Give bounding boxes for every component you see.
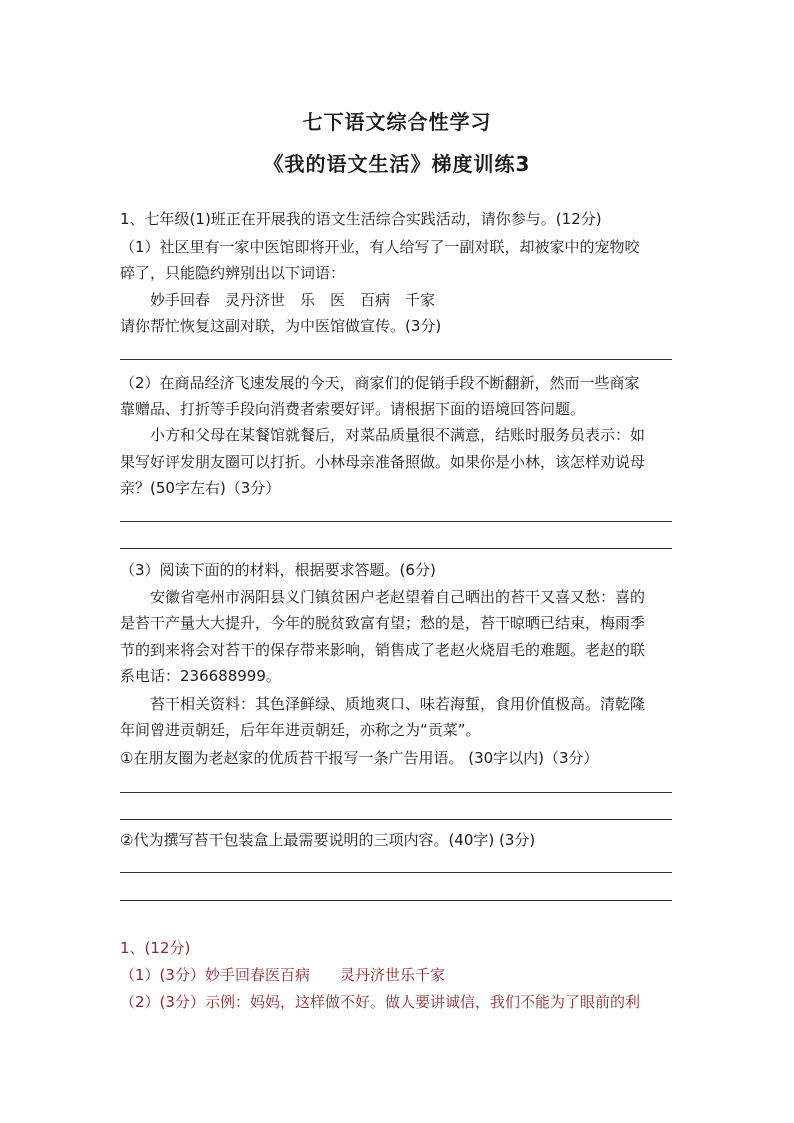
q1-2-line: 亲？(50字左右)（3分） <box>120 479 281 497</box>
answer-line <box>120 792 672 793</box>
q1-2-line: 小方和父母在某餐馆就餐后，对菜品质量很不满意，结账时服务员表示：如 <box>150 426 646 444</box>
q1-3-line: 年间曾进贡朝廷，后年年进贡朝廷，亦称之为“贡菜”。 <box>120 721 481 739</box>
answer-line <box>120 521 672 522</box>
answer-line <box>120 548 672 549</box>
q1-1-words: 妙手回春 灵丹济世 乐 医 百病 千家 <box>150 291 436 309</box>
answer-line <box>120 359 672 360</box>
q1-3-sub2: ②代为撰写苔干包装盒上最需要说明的三项内容。(40字) (3分) <box>120 831 536 849</box>
answer-line <box>120 819 672 820</box>
answer-2: （2）(3分）示例：妈妈，这样做不好。做人要讲诚信，我们不能为了眼前的利 <box>120 993 640 1011</box>
q1-3-line: 安徽省亳州市涡阳县义门镇贫困户老赵望着自己晒出的苔干又喜又愁：喜的 <box>150 588 646 606</box>
q1-3-line: 节的到来将会对苔干的保存带来影响，销售成了老赵火烧眉毛的难题。老赵的联 <box>120 641 646 659</box>
q1-1-line: 碎了，只能隐约辨别出以下词语： <box>120 264 346 282</box>
q1-3-line: 是苔干产量大大提升，今年的脱贫致富有望；愁的是，苔干晾晒已结束，梅雨季 <box>120 614 646 632</box>
answer-line <box>120 872 672 873</box>
q1-1-line: （1）社区里有一家中医馆即将开业，有人给写了一副对联，却被家中的宠物咬 <box>120 238 640 256</box>
document-title: 七下语文综合性学习 <box>302 110 492 134</box>
q1-2-line: 果写好评发朋友圈可以打折。小林母亲准备照做。如果你是小林，该怎样劝说母 <box>120 453 646 471</box>
q1-3-sub1: ①在朋友圈为老赵家的优质苔干报写一条广告用语。 (30字以内)（3分） <box>120 749 599 767</box>
q1-3-line: （3）阅读下面的的材料，根据要求答题。(6分) <box>120 561 436 579</box>
answer-heading: 1、(12分) <box>120 939 191 957</box>
document-subtitle: 《我的语文生活》梯度训练3 <box>263 152 531 176</box>
q1-3-line: 系电话：236688999。 <box>120 667 281 685</box>
q1-2-line: （2）在商品经济飞速发展的今天，商家们的促销手段不断翻新，然而一些商家 <box>120 374 640 392</box>
q1-1-instruction: 请你帮忙恢复这副对联，为中医馆做宣传。(3分) <box>120 317 442 335</box>
q1-2-line: 靠赠品、打折等手段向消费者索要好评。请根据下面的语境回答问题。 <box>120 400 586 418</box>
q1-3-line: 苔干相关资料：其色泽鲜绿、质地爽口、味若海蜇，食用价值极高。清乾隆 <box>150 695 646 713</box>
answer-line <box>120 900 672 901</box>
question-1-heading: 1、七年级(1)班正在开展我的语文生活综合实践活动，请你参与。(12分) <box>120 210 602 228</box>
answer-1: （1）(3分）妙手回春医百病 灵丹济世乐千家 <box>120 966 445 984</box>
